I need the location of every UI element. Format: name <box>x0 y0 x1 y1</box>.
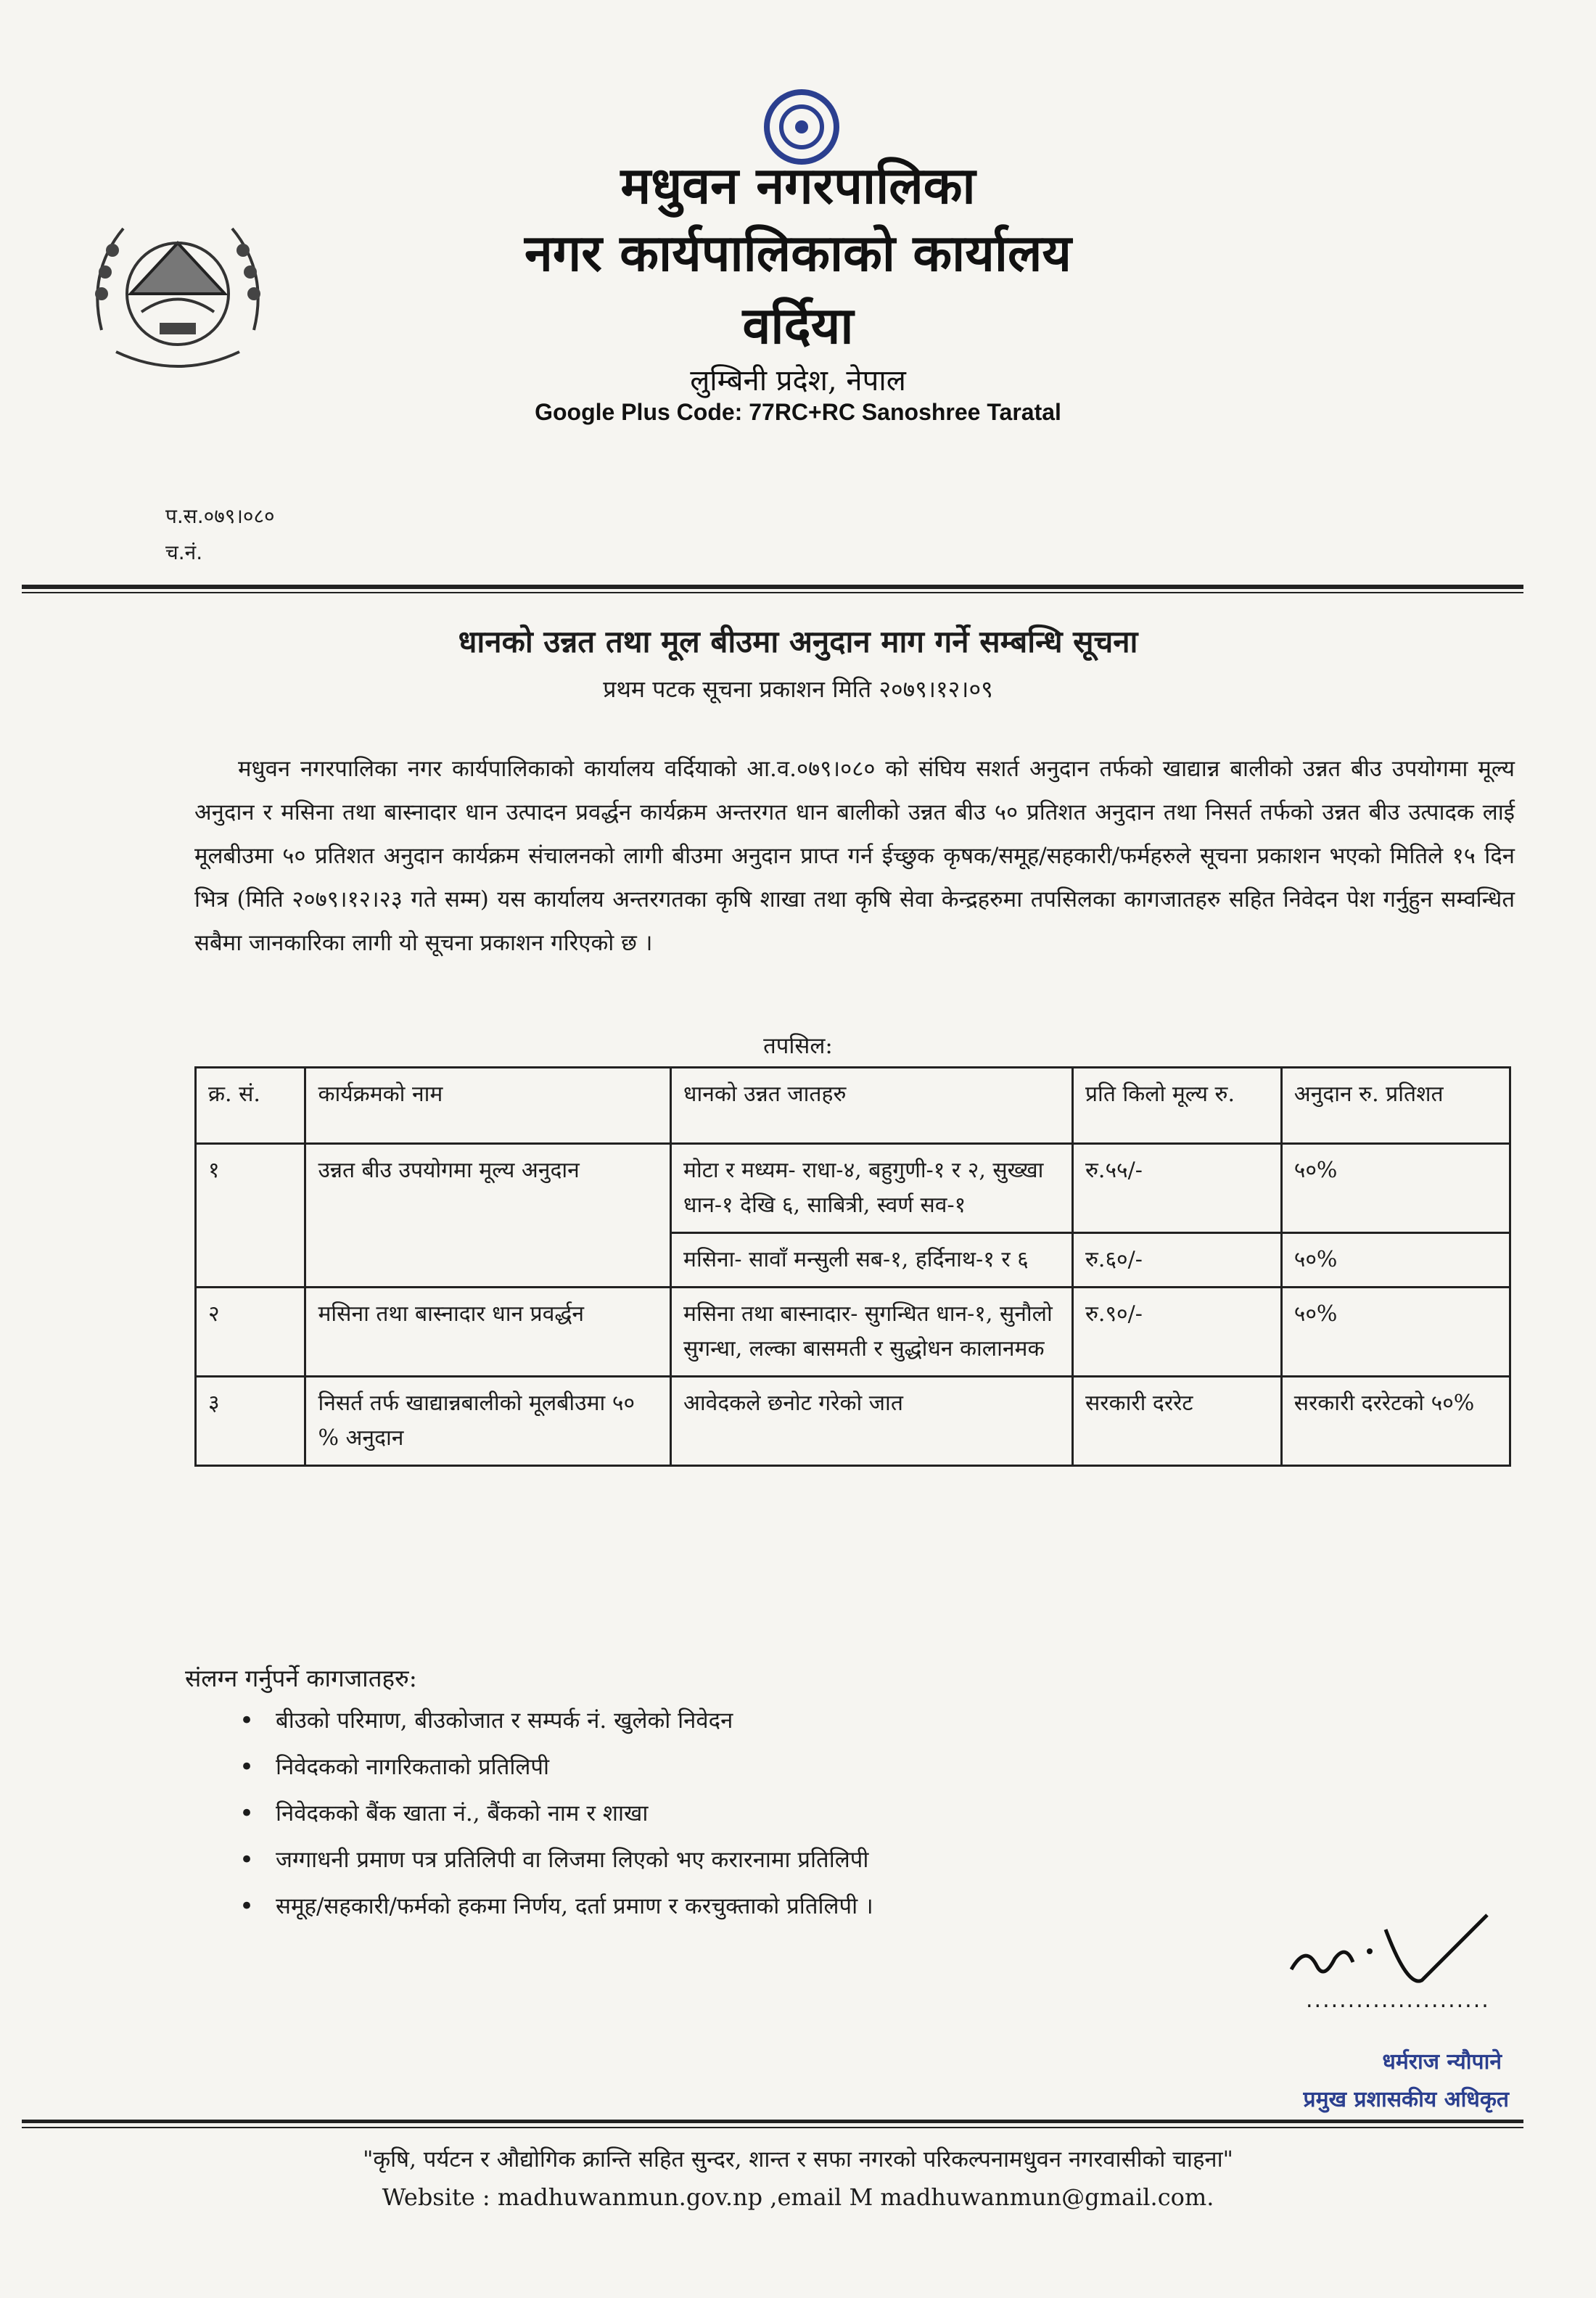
attachments-list <box>232 1697 873 1930</box>
footer-divider-thin <box>22 2127 1523 2128</box>
row-variety: मसिना तथा बास्नादार- सुगन्धित धान-१, सुनौलो सुगन्धा, लल्का बासमती र सुद्धोधन कालानमक <box>671 1288 1073 1377</box>
letter-number: प.स.०७९।०८० <box>165 504 275 528</box>
row-subsidy: ५०% <box>1281 1288 1510 1377</box>
province-country: लुम्बिनी प्रदेश, नेपाल <box>690 364 906 398</box>
list-item: • निवेदकको नागरिकताको प्रतिलिपी <box>232 1744 873 1790</box>
schedule-table <box>194 1066 1511 1467</box>
row-variety: मोटा र मध्यम- राधा-४, बहुगुणी-१ र २, सुख्खा धान-१ देखि ६, साबित्री, स्वर्ण सव-१ <box>671 1144 1073 1233</box>
row-program: निसर्त तर्फ खाद्यान्नबालीको मूलबीउमा ५० % अनुदान <box>305 1377 671 1466</box>
list-item: • समूह/सहकारी/फर्मको हकमा निर्णय, दर्ता प्रमाण र करचुक्ताको प्रतिलिपी । <box>232 1883 873 1930</box>
row-program: उन्नत बीउ उपयोगमा मूल्य अनुदान <box>305 1144 671 1288</box>
table-row <box>196 1377 1510 1466</box>
footer-divider <box>22 2120 1523 2123</box>
row-sn: २ <box>196 1288 305 1377</box>
row-subsidy: सरकारी दररेटको ५०% <box>1281 1377 1510 1466</box>
signature-line: ...................... <box>1306 1988 1490 2013</box>
table-header-row <box>196 1068 1510 1144</box>
row-subsidy: ५०% <box>1281 1233 1510 1288</box>
notice-body: मधुवन नगरपालिका नगर कार्यपालिकाको कार्यालय वर्दियाको आ.व.०७९।०८० को संघिय सशर्त अनुदान तर्फको खाद्यान्न बालीको उन्नत बीउ उपयोगमा मूल्य अनुदान र मसिना तथा बास्नादार धान उत्पादन प्रवर्द्धन कार्यक्रम अन्तरगत धान बालीको उन्नत बीउ ५० प्रतिशत अनुदान तथा निसर्त तर्फको उन्नत बीउ उत्पादक लाई मूलबीउमा ५० प्रतिशत अनुदान कार्यक्रम संचालनको लागी बीउमा अनुदान प्राप्त गर्न ईच्छुक कृषक/समूह/सहकारी/फर्महरुले सूचना प्रकाशन भएको मितिले १५ दिन भित्र (मिति २०७९।१२।२३ गते सम्म) यस कार्यालय अन्तरगतका कृषि शाखा तथा कृषि सेवा केन्द्रहरुमा तपसिलका कागजातहरु सहित निवेदन पेश गर्नुहुन सम्वन्धित सबैमा जानकारिका लागी यो सूचना प्रकाशन गरिएको छ । <box>194 756 1515 956</box>
row-variety: मसिना- सावाँ मन्सुली सब-१, हर्दिनाथ-१ र ६ <box>671 1233 1073 1288</box>
signatory-title: प्रमुख प्रशासकीय अधिकृत <box>1303 2087 1509 2112</box>
header-variety: धानको उन्नत जातहरु <box>671 1068 1073 1144</box>
plus-code: Google Plus Code: 77RC+RC Sanoshree Taratal <box>535 399 1061 425</box>
row-sn: १ <box>196 1144 305 1288</box>
table-row <box>196 1288 1510 1377</box>
row-price: रु.६०/- <box>1072 1233 1281 1288</box>
header-subsidy: अनुदान रु. प्रतिशत <box>1281 1068 1510 1144</box>
municipality-name: मधुवन नगरपालिका <box>620 155 976 215</box>
row-subsidy: ५०% <box>1281 1144 1510 1233</box>
signatory-name: धर्मराज न्यौपाने <box>1382 2049 1502 2075</box>
row-program: मसिना तथा बास्नादार धान प्रवर्द्धन <box>305 1288 671 1377</box>
header-price: प्रति किलो मूल्य रु. <box>1072 1068 1281 1144</box>
district-name: वर्दिया <box>742 295 854 355</box>
row-price: रु.९०/- <box>1072 1288 1281 1377</box>
list-item: • जग्गाधनी प्रमाण पत्र प्रतिलिपी वा लिजमा लिएको भए करारनामा प्रतिलिपी <box>232 1837 873 1883</box>
publication-date: प्रथम पटक सूचना प्रकाशन मिति २०७९।१२।०९ <box>603 675 993 703</box>
notice-subject: धानको उन्नत तथा मूल बीउमा अनुदान माग गर्ने सम्बन्धि सूचना <box>458 624 1138 659</box>
row-price: सरकारी दररेट <box>1072 1377 1281 1466</box>
row-variety: आवेदकले छनोट गरेको जात <box>671 1377 1073 1466</box>
dispatch-number: च.नं. <box>165 540 203 564</box>
header-sn: क्र. सं. <box>196 1068 305 1144</box>
header-program: कार्यक्रमको नाम <box>305 1068 671 1144</box>
list-item: • बीउको परिमाण, बीउकोजात र सम्पर्क नं. खुलेको निवेदन <box>232 1697 873 1744</box>
header-divider-thin <box>22 592 1523 593</box>
header-divider <box>22 585 1523 589</box>
row-sn: ३ <box>196 1377 305 1466</box>
signature-icon <box>1277 1900 1502 2002</box>
attachments-title: संलग्न गर्नुपर्ने कागजातहरु: <box>185 1664 417 1692</box>
row-price: रु.५५/- <box>1072 1144 1281 1233</box>
table-row <box>196 1144 1510 1233</box>
footer-motto: "कृषि, पर्यटन र औद्योगिक क्रान्ति सहित सुन्दर, शान्त र सफा नगरको परिकल्पनामधुवन नगरवासीको चाहना" <box>363 2146 1233 2173</box>
table-caption: तपसिल: <box>763 1033 833 1059</box>
footer-contact: Website : madhuwanmun.gov.np ,email M madhuwanmun@gmail.com. <box>382 2183 1214 2211</box>
office-name: नगर कार्यपालिकाको कार्यालय <box>524 223 1072 283</box>
list-item: • निवेदकको बैंक खाता नं., बैंकको नाम र शाखा <box>232 1790 873 1837</box>
